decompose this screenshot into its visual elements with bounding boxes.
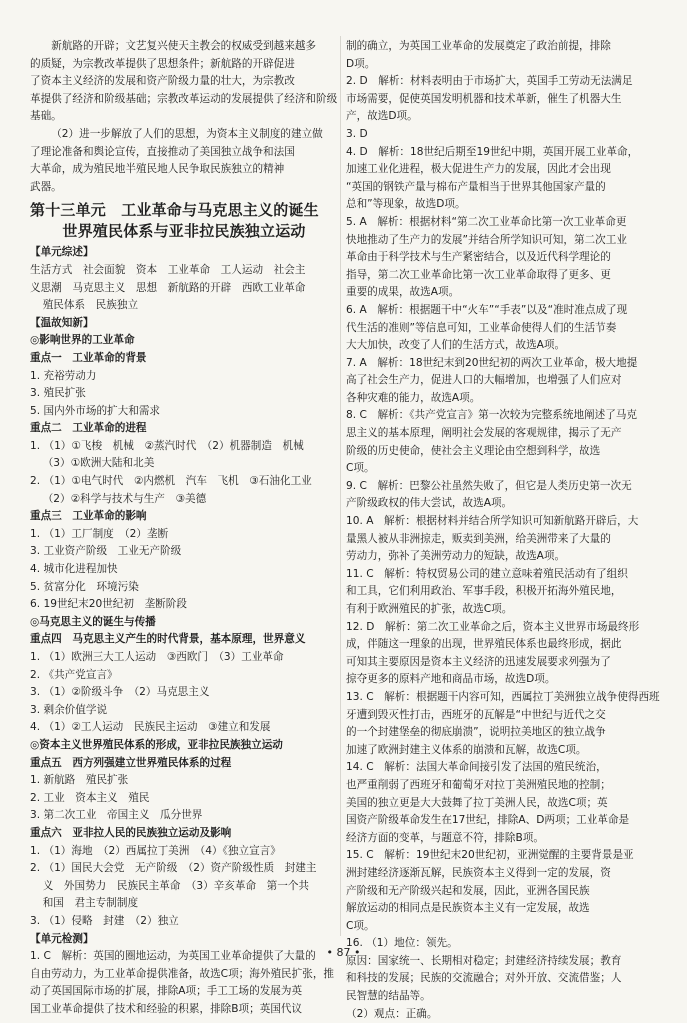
key-point-heading: 重点一 工业革命的背景 <box>30 351 147 364</box>
answer-line: 1. （1）工厂制度 （2）垄断 <box>30 527 169 540</box>
right-column <box>346 38 664 1023</box>
answer-line: 5. A 解析：根据材料“第二次工业革命比第一次工业革命更 <box>346 215 627 228</box>
answer-line: 2. 《共产党宣言》 <box>30 668 118 681</box>
answer-line: 解放运动的相同点是民族资本主义有一定发展，故选 <box>346 902 590 915</box>
unit-title-line-1: 第十三单元 工业革命与马克思主义的诞生 <box>30 201 319 220</box>
answer-line: 美国的独立更是大大鼓舞了拉丁美洲人民，故选C项；英 <box>346 796 608 809</box>
answer-line: 2. （1）国民大会党 无产阶级 （2）资产阶级性质 封建主 <box>30 862 317 875</box>
answer-line: 1. C 解析：英国的圈地运动，为英国工业革命提供了大量的 <box>30 950 316 963</box>
answer-line: 5. 贫富分化 环境污染 <box>30 580 139 593</box>
topic-heading: ◎马克思主义的诞生与传播 <box>30 615 156 628</box>
key-point-heading: 重点四 马克思主义产生的时代背景，基本原理，世界意义 <box>30 633 306 646</box>
answer-line: 可知其主要原因是资本主义经济的迅速发展要求列强为了 <box>346 655 611 668</box>
answer-line: 1. （1）欧洲三大工人运动 ③西欧门 （3）工业革命 <box>30 651 284 663</box>
unit-title <box>30 200 338 242</box>
review-line: 义思潮 马克思主义 思想 新航路的开辟 西欧工业革命 <box>30 281 306 294</box>
answer-line: 3. 工业资产阶级 工业无产阶级 <box>30 545 182 558</box>
unit-title-line-2: 世界殖民体系与亚非拉民族独立运动 <box>62 222 306 241</box>
answer-line: C项。 <box>346 919 375 932</box>
answer-line: 重要的成果，故选A项。 <box>346 286 460 299</box>
answer-line: 有利于欧洲殖民的扩张，故选C项。 <box>346 603 513 615</box>
review-line: 殖民体系 民族独立 <box>42 299 139 312</box>
answer-line: 自由劳动力，为工业革命提供准备，故选C项；海外殖民扩张，推 <box>30 967 335 980</box>
answer-line: 4. 城市化进程加快 <box>30 563 118 576</box>
answer-line: 15. C 解析：19世纪末20世纪初，亚洲觉醒的主要背景是亚 <box>346 849 634 862</box>
answer-line: 5. 国内外市场的扩大和需求 <box>30 404 161 417</box>
answer-line: 9. C 解析：巴黎公社虽然失败了，但它是人类历史第一次无 <box>346 479 632 492</box>
answer-line: 8. C 解析：《共产党宣言》第一次较为完整系统地阐述了马克 <box>346 409 638 422</box>
answer-line: 2. 工业 资本主义 殖民 <box>30 791 150 804</box>
answer-line: 1. （1）①飞梭 机械 ②蒸汽时代 （2）机器制造 机械 <box>30 439 304 452</box>
answer-line: 的一个封建堡垒的彻底崩溃”，说明拉美地区的独立战争 <box>346 726 606 739</box>
answer-line: 1. 新航路 殖民扩张 <box>30 774 129 787</box>
answer-line: 原因：国家统一、长期相对稳定；封建经济持续发展；教育 <box>346 954 622 967</box>
answer-line: 14. C 解析：法国大革命间接引发了法国的殖民统治， <box>346 761 607 774</box>
answer-line: “英国的钢铁产量与棉布产量相当于世界其他国家产量的 <box>346 180 606 193</box>
intro-line: 革提供了经济和阶级基础；宗教改革运动的发展提供了经济和阶级基础。 <box>30 92 338 123</box>
intro-line: 了资本主义经济的发展和资产阶级力量的壮大，为宗教改 <box>30 75 295 88</box>
answer-line: 3. 殖民扩张 <box>30 387 86 400</box>
answer-line: 国工业革命提供了技术和经验的积累，排除B项；英国代议 <box>30 1002 303 1015</box>
answer-line: 7. A 解析：18世纪末到20世纪初的两次工业革命，极大地提 <box>346 356 638 369</box>
answer-line: 3. 剩余价值学说 <box>30 703 108 716</box>
answer-line: 加速了欧洲封建主义体系的崩溃和瓦解，故选C项。 <box>346 743 587 756</box>
key-point-heading: 重点三 工业革命的影响 <box>30 510 147 523</box>
answer-line: 代生活的准则”等信息可知，工业革命使得人们的生活节奏 <box>346 321 617 334</box>
answer-line: 民智慧的结晶等。 <box>346 990 431 1003</box>
answer-line: 义 外国势力 民族民主革命 （3）辛亥革命 第一个共 <box>42 879 310 892</box>
answer-line: 高了社会生产力，促进人口的大幅增加，也增强了人们应对 <box>346 374 622 387</box>
key-point-heading: 重点二 工业革命的进程 <box>30 422 147 435</box>
key-point-heading: 重点六 亚非拉人民的民族独立运动及影响 <box>30 826 232 839</box>
answer-line: 3. 第二次工业 帝国主义 瓜分世界 <box>30 809 203 822</box>
intro-line: 了理论准备和舆论宣传，直接推动了美国独立战争和法国 <box>30 145 295 158</box>
left-column <box>30 38 338 1018</box>
intro-line: 的质疑，为宗教改革提供了思想条件；新航路的开辟促进 <box>30 57 295 70</box>
answer-line: 掠夺更多的原料产地和商品市场，故选D项。 <box>346 673 556 686</box>
answer-line: 13. C 解析：根据题干内容可知，西属拉丁美洲独立战争使得西班 <box>346 690 660 703</box>
answer-line: C项。 <box>346 462 375 475</box>
answer-line: 制的确立，为英国工业革命的发展奠定了政治前提，排除 <box>346 40 611 52</box>
answer-line: 1. 充裕劳动力 <box>30 369 97 382</box>
section-heading: 【单元检测】 <box>30 932 94 945</box>
answer-line: 快地推动了生产力的发展”并结合所学知识可知，第二次工业 <box>346 233 627 246</box>
section-heading: 【温故知新】 <box>30 316 94 329</box>
answer-line: 动了英国国际市场的扩展，排除A项；手工工场的发展为英 <box>30 985 303 998</box>
answer-line: 总和”等现象，故选D项。 <box>346 198 466 211</box>
answer-line: 产，故选D项。 <box>346 110 418 123</box>
answer-line: 指导，第二次工业革命比第一次工业革命取得了更多、更 <box>346 268 611 281</box>
answer-line: 革命由于科学技术与生产紧密结合，以及近代科学理论的 <box>346 251 611 264</box>
answer-line: 11. C 解析：特权贸易公司的建立意味着殖民活动有了组织 <box>346 567 628 580</box>
answer-line: 2. （1）①电气时代 ②内燃机 汽车 飞机 ③石油化工业 <box>30 475 312 488</box>
answer-line: 量黑人被从非洲掠走，贩卖到美洲，给美洲带来了大量的 <box>346 532 611 545</box>
intro-line: 武器。 <box>30 180 62 193</box>
answer-line: 2. D 解析：材料表明由于市场扩大，英国手工劳动无法满足 <box>346 75 633 88</box>
answer-line: 也严重削弱了西班牙和葡萄牙对拉丁美洲殖民地的控制； <box>346 778 611 791</box>
answer-line: 思主义的基本原理，阐明社会发展的客观规律，揭示了无产 <box>346 427 622 440</box>
answer-line: 12. D 解析：第二次工业革命之后，资本主义世界市场最终形 <box>346 620 640 633</box>
answer-line: 3. （1）②阶级斗争 （2）马克思主义 <box>30 686 210 699</box>
review-line: 生活方式 社会面貌 资本 工业革命 工人运动 社会主 <box>30 263 306 276</box>
answer-line: 4. D 解析：18世纪后期至19世纪中期，英国开展工业革命， <box>346 145 639 158</box>
answer-line: 3. （1）侵略 封建 （2）独立 <box>30 914 179 927</box>
answer-line: （2）观点：正确。 <box>346 1007 438 1020</box>
answer-line: 加速工业化进程，极大促进生产力的发展，因此才会出现 <box>346 163 611 176</box>
column-divider <box>340 36 341 936</box>
answer-line: 牙遭到毁灭性打击，西班牙的瓦解是“中世纪与近代之交 <box>346 708 606 721</box>
answer-line: （2）②科学与技术与生产 ③美德 <box>42 492 207 505</box>
answer-line: 成，伴随这一理象的出现，世界殖民体系也最终形成，据此 <box>346 638 622 651</box>
answer-line: 4. （1）②工人运动 民族民主运动 ③建立和发展 <box>30 721 271 734</box>
answer-line: 和科技的发展；民族的交流融合；对外开放、交流借鉴；人 <box>346 972 622 985</box>
topic-heading: ◎资本主义世界殖民体系的形成，亚非拉民族独立运动 <box>30 738 283 751</box>
intro-line: （2）进一步解放了人们的思想，为资本主义制度的建立做 <box>51 127 323 140</box>
answer-line: 产阶级和无产阶级兴起和发展，因此，亚洲各国民族 <box>346 884 590 897</box>
answer-line: 和工具，它们利用政治、军事手段，积极开拓海外殖民地， <box>346 585 622 598</box>
answer-line: 大大加快，改变了人们的生活方式，故选A项。 <box>346 339 566 352</box>
answer-line: 国资产阶级革命发生在17世纪，排除A、D两项；工业革命是 <box>346 814 630 827</box>
key-point-heading: 重点五 西方列强建立世界殖民体系的过程 <box>30 756 232 769</box>
answer-line: 市场需要，促使英国发明机器和技术革新，催生了机器大生 <box>346 92 622 105</box>
topic-heading: ◎影响世界的工业革命 <box>30 334 135 347</box>
answer-line: 16. （1）地位：领先。 <box>346 937 458 950</box>
answer-line: 和国 君主专制制度 <box>42 897 139 910</box>
answer-line: 6. A 解析：根据题干中“火车”“手表”以及“准时准点成了现 <box>346 303 628 316</box>
section-heading: 【单元综述】 <box>30 246 94 259</box>
answer-line: 经济方面的变革，与题意不符，排除B项。 <box>346 831 544 844</box>
answer-line: 劳动力，弥补了美洲劳动力的短缺，故选A项。 <box>346 550 566 563</box>
answer-line: 阶级的历史使命，使社会主义理论由空想到科学，故选 <box>346 444 601 457</box>
answer-line: 3. D <box>346 127 368 140</box>
answer-line: 洲封建经济逐渐瓦解，民族资本主义得到一定的发展，资 <box>346 866 611 879</box>
answer-line: 6. 19世纪末20世纪初 垄断阶段 <box>30 598 187 611</box>
page-number: • 87 • <box>326 946 361 959</box>
answer-line: 1. （1）海地 （2）西属拉丁美洲 （4）《独立宣言》 <box>30 844 281 857</box>
answer-line: 10. A 解析：根据材料并结合所学知识可知新航路开辟后，大 <box>346 515 639 528</box>
intro-line: 大革命，成为殖民地半殖民地人民争取民族独立的精神 <box>30 163 285 176</box>
answer-line: 产阶级政权的伟大尝试，故选A项。 <box>346 497 513 510</box>
answer-line: D项。 <box>346 57 376 70</box>
answer-line: （3）①欧洲大陆和北美 <box>42 457 155 470</box>
answer-line: 各种灾难的能力，故选A项。 <box>346 391 481 404</box>
intro-line: 新航路的开辟；文艺复兴使天主教会的权威受到越来越多 <box>51 40 317 52</box>
